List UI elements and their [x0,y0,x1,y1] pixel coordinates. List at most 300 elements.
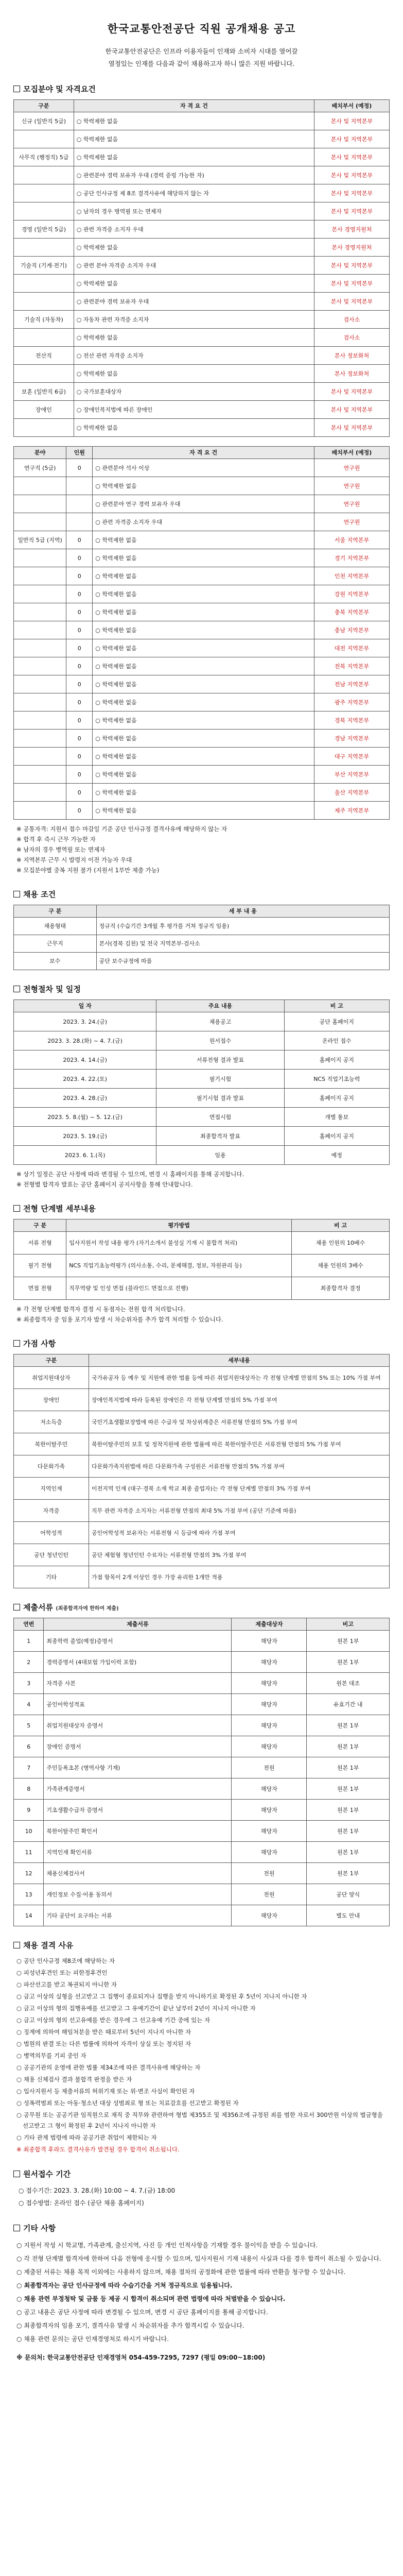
section-title: 기타 사항 [23,2224,56,2233]
note-line: ※ 상기 일정은 공단 사정에 따라 변경될 수 있으며, 변경 시 홈페이지를 통해 공지합니다. [16,1171,244,1178]
table-row [14,130,390,148]
table-row [14,1800,390,1821]
note-line: ※ 최종합격자 중 임용 포기자 발생 시 차순위자를 추가 합격 처리할 수 있습니다. [16,1316,223,1323]
table-cell [14,184,74,202]
recruit-table [13,99,390,437]
table-cell: 가족관계증명서 [44,1778,232,1800]
table-row [14,1544,390,1566]
table-cell: 7 [14,1757,44,1778]
table-cell: 공단 청년인턴 [14,1544,89,1566]
col-header: 주요 내용 [156,1000,284,1012]
table-cell: 해당자 [232,1673,307,1694]
table-row [14,748,390,766]
checkbox-icon [13,986,20,992]
table-cell: ○ 자동차 관련 자격증 소지자 [74,311,314,329]
list-item: ○ 금고 이상의 형의 선고유예를 받은 경우에 그 선고유예 기간 중에 있는 자 [16,2016,211,2024]
section-title: 채용 결격 사유 [23,1941,74,1950]
table-row [14,166,390,184]
stage-table [13,1219,390,1300]
list-item: ○ 최종합격자의 임용 포기, 결격사유 발생 시 차순위자를 추가 합격시킬 수 있습니다. [16,2322,244,2329]
table-cell: 2023. 3. 28.(화) ~ 4. 7.(금) [14,1031,156,1050]
table-cell: 본사 및 지역본부 [314,184,389,202]
table-row [14,1736,390,1757]
table-cell: 10 [14,1821,44,1842]
table-row [14,495,390,513]
table-row [14,257,390,275]
col-header: 비 고 [284,1000,389,1012]
table-cell: ○ 학력제한 없음 [74,419,314,437]
section-title: 가점 사항 [23,1339,56,1348]
table-cell: ○ 학력제한 없음 [93,549,314,567]
table-cell: 0 [66,675,93,693]
table-row [14,1031,390,1050]
section-title: 채용 조건 [23,890,56,899]
table-cell: 유효기간 내 [307,1694,390,1715]
table-cell: 직무역량 및 인성 면접 (블라인드 면접으로 진행) [66,1277,292,1300]
intro-text [13,45,390,70]
list-item: ○ 병역의무를 기피 중인 자 [16,2052,86,2059]
list-item: ○ 법원의 판결 또는 다른 법률에 의하여 자격이 상실 또는 정지된 자 [16,2040,191,2047]
table-cell [14,293,74,311]
col-header: 구 분 [14,905,97,918]
list-item: ○ 파산선고를 받고 복권되지 아니한 자 [16,1981,117,1988]
table-cell: ○ 학력제한 없음 [93,621,314,639]
table-row [14,275,390,293]
table-cell [14,365,74,383]
list-item: ○ 채용 관련 문의는 공단 인재경영처로 하시기 바랍니다. [16,2335,169,2343]
table-cell [14,166,74,184]
table-cell: 1 [14,1631,44,1652]
list-item: ○ 공무원 또는 공공기관 임직원으로 재직 중 직무와 관련하여 형법 제355조 및 제356조에 규정된 죄를 범한 자로서 300만원 이상의 벌금형을 선고받고 그 형이 확정된 후 2년이 지나지 아니한 자 [16,2111,383,2129]
table-cell: 서류 전형 [14,1232,66,1255]
table-cell: 필기시험 결과 발표 [156,1089,284,1108]
table-row [14,1108,390,1127]
table-cell: ○ 관련 자격증 소지자 우대 [93,513,314,531]
section-title: 원서접수 기간 [23,2170,71,2179]
table-cell: ○ 학력제한 없음 [93,766,314,784]
list-item: ○ 피성년후견인 또는 피한정후견인 [16,1969,108,1976]
table-cell: 지역인재 확인서류 [44,1842,232,1863]
table-cell: 보수 [14,953,97,970]
table-cell: 0 [66,802,93,820]
table-row [14,531,390,549]
table-cell: 최종합격자 발표 [156,1127,284,1146]
table-cell: 근무지 [14,935,97,953]
table-cell: 전남 지역본부 [314,675,389,693]
table-cell: 0 [66,585,93,603]
table-cell: 원본 1부 [307,1821,390,1842]
contact-info: ※ 문의처: 한국교통안전공단 인재경영처 054-459-7295, 7297 (평일 09:00~18:00) [16,2354,266,2361]
table-row [14,784,390,802]
table-cell [14,657,66,675]
table-cell: 2 [14,1652,44,1673]
table-cell: 6 [14,1736,44,1757]
table-cell: 본사 및 지역본부 [314,112,389,130]
table-cell: 임용 [156,1146,284,1165]
col-header: 세부내용 [89,1354,390,1367]
intro-line: 한국교통안전공단은 인프라 이용자들이 인재와 소비자 시대를 열어갈 [105,47,298,55]
list-item: ○ 각 전형 단계별 합격자에 한하여 다음 전형에 응시할 수 있으며, 입사지원서 기재 내용이 사실과 다를 경우 합격이 취소될 수 있습니다. [16,2255,381,2262]
table-row [14,202,390,221]
table-cell: 연구원 [314,513,389,531]
table-cell: 12 [14,1863,44,1884]
table-row [14,1652,390,1673]
table-cell: 기술직 (기계·전기) [14,257,74,275]
table-cell [14,275,74,293]
checkbox-icon [13,1604,20,1611]
table-cell: 이전지역 인재 (대구·경북 소재 학교 최종 졸업자)는 각 전형 단계별 만점의 3% 가점 부여 [89,1478,390,1500]
table-cell: 부산 지역본부 [314,766,389,784]
table-cell: 해당자 [232,1694,307,1715]
table-row [14,1050,390,1070]
table-cell: ○ 관련 분야 자격증 소지자 우대 [74,257,314,275]
table-cell: 공인어학성적 보유자는 서류전형 시 등급에 따라 가점 부여 [89,1522,390,1544]
table-row [14,1757,390,1778]
table-cell: 전북 지역본부 [314,657,389,675]
checkbox-icon [13,2171,20,2177]
table-cell: 북한이탈주민 [14,1433,89,1455]
section-heading [13,83,390,94]
notes [16,824,390,875]
col-header: 배치부서 (예정) [314,447,389,459]
table-cell [14,693,66,711]
table-cell: ○ 학력제한 없음 [74,365,314,383]
intro-line: 열정있는 인재를 다음과 같이 채용하고자 하니 많은 지원 바랍니다. [108,60,295,67]
table-cell: 국가유공자 등 예우 및 지원에 관한 법률 등에 따른 취업지원대상자는 각 전형 단계별 만점의 5% 또는 10% 가점 부여 [89,1367,390,1389]
note-line: ※ 전형별 합격자 발표는 공단 홈페이지 공지사항을 통해 안내합니다. [16,1181,193,1188]
table-cell [14,419,74,437]
table-cell: 대전 지역본부 [314,639,389,657]
col-header: 세 부 내 용 [96,905,389,918]
table-cell: 경남 지역본부 [314,730,389,748]
table-row [14,1884,390,1905]
table-cell: 자격증 [14,1500,89,1522]
table-cell: 장애인 증명서 [44,1736,232,1757]
table-cell [14,675,66,693]
table-cell: 서류전형 결과 발표 [156,1050,284,1070]
table-row [14,1821,390,1842]
table-cell: 국민기초생활보장법에 따른 수급자 및 차상위계층은 서류전형 만점의 5% 가점 부여 [89,1411,390,1433]
list-item: ○ 최종합격자는 공단 인사규정에 따라 수습기간을 거쳐 정규직으로 임용됩니다. [16,2282,233,2289]
table-cell: 해당자 [232,1715,307,1736]
section-heading [13,2168,390,2179]
table-cell: NCS 직업기초능력평가 (의사소통, 수리, 문제해결, 정보, 자원관리 등) [66,1255,292,1277]
table-cell: 개인정보 수집·이용 동의서 [44,1884,232,1905]
table-cell: 예정 [284,1146,389,1165]
checkbox-icon [13,86,20,92]
table-cell: ○ 관련분야 경력 보유자 우대 [74,293,314,311]
table-cell: 원서접수 [156,1031,284,1050]
col-header: 제출대상자 [232,1618,307,1631]
table-row [14,549,390,567]
table-row [14,1389,390,1411]
table-cell: 해당자 [232,1652,307,1673]
table-cell: 보훈 (일반직 6급) [14,383,74,401]
table-cell: ○ 공단 인사규정 제 8조 결격사유에 해당하지 않는 자 [74,184,314,202]
section-heading [13,1203,390,1214]
table-cell: 장애인 [14,1389,89,1411]
table-cell: 기술직 (자동차) [14,311,74,329]
table-cell: 채용 인원의 10배수 [292,1232,390,1255]
table-cell: 본사 및 지역본부 [314,419,389,437]
table-cell: 0 [66,657,93,675]
section-note: (최종합격자에 한하여 제출) [56,1606,119,1612]
table-cell: 홈페이지 공지 [284,1089,389,1108]
table-cell: 8 [14,1778,44,1800]
table-cell: 11 [14,1842,44,1863]
table-cell: 9 [14,1800,44,1821]
table-row [14,383,390,401]
table-row [14,419,390,437]
table-cell: 전산직 [14,347,74,365]
table-cell: 공단 홈페이지 [284,1012,389,1031]
table-cell: 다문화가족지원법에 따른 다문화가족 구성원은 서류전형 만점의 5% 가점 부여 [89,1455,390,1478]
list-item: ○ 공고 내용은 공단 사정에 따라 변경될 수 있으며, 변경 시 공단 홈페이지를 통해 공지합니다. [16,2309,268,2316]
table-cell [14,639,66,657]
table-cell: 본사 및 지역본부 [314,401,389,419]
section-heading [13,1940,390,1951]
table-cell: 면접시험 [156,1108,284,1127]
table-row [14,766,390,784]
checkbox-icon [13,1942,20,1948]
table-cell: ○ 학력제한 없음 [93,693,314,711]
table-cell: 어학성적 [14,1522,89,1544]
col-header: 분야 [14,447,66,459]
table-cell: 서울 지역본부 [314,531,389,549]
table-cell: 최종합격자 결정 [292,1277,390,1300]
table-cell: 경북 지역본부 [314,711,389,730]
table-cell: 해당자 [232,1778,307,1800]
table-cell: 2023. 5. 8.(월) ~ 5. 12.(금) [14,1108,156,1127]
table-cell: ○ 관련분야 경력 보유자 우대 (경력 증빙 가능한 자) [74,166,314,184]
table-cell: 원본 1부 [307,1863,390,1884]
table-row [14,1842,390,1863]
table-cell: 해당자 [232,1821,307,1842]
table-cell: 0 [66,459,93,477]
table-cell [14,711,66,730]
table-cell: 0 [66,549,93,567]
table-cell: 채용신체검사서 [44,1863,232,1884]
table-cell [14,766,66,784]
table-cell [14,621,66,639]
table-row [14,1673,390,1694]
note-line: ※ 합격 후 즉시 근무 가능한 자 [16,836,96,843]
table-row [14,639,390,657]
table-cell: 원본 1부 [307,1652,390,1673]
table-cell: 본사 및 지역본부 [314,130,389,148]
table-row [14,184,390,202]
col-header: 제출서류 [44,1618,232,1631]
table-row [14,347,390,365]
application-period [19,2184,390,2209]
list-item: ○ 지원서 작성 시 학교명, 가족관계, 출신지역, 사진 등 개인 인적사항을 기재할 경우 불이익을 받을 수 있습니다. [16,2242,318,2249]
table-cell: 14 [14,1905,44,1926]
notes [16,1304,390,1325]
table-cell: 주민등록초본 (병역사항 기재) [44,1757,232,1778]
table-row [14,112,390,130]
table-cell: 원본 1부 [307,1800,390,1821]
table-row [14,675,390,693]
table-cell [14,239,74,257]
table-cell: 면접 전형 [14,1277,66,1300]
table-cell: 본사 정보화처 [314,365,389,383]
col-header: 자 격 요 건 [93,447,314,459]
table-cell: 취업지원대상자 [14,1367,89,1389]
list-item: ○ 채용 신체검사 결과 불합격 판정을 받은 자 [16,2076,132,2083]
page-title: 한국교통안전공단 직원 공개채용 공고 [107,23,296,35]
table-cell: ○ 학력제한 없음 [74,239,314,257]
table-cell: ○ 학력제한 없음 [93,477,314,495]
table-row [14,1255,390,1277]
table-cell: 2023. 4. 14.(금) [14,1050,156,1070]
table-cell: 본사 및 지역본부 [314,166,389,184]
table-row [14,621,390,639]
col-header: 비 고 [292,1219,390,1232]
table-cell: 원본 1부 [307,1778,390,1800]
table-cell [14,329,74,347]
table-cell: 사무직 (행정직) 5급 [14,148,74,166]
table-row [14,1478,390,1500]
table-cell: 검사소 [314,311,389,329]
table-cell: 취업지원대상자 증명서 [44,1715,232,1736]
schedule-table [13,999,390,1165]
table-cell: ○ 장애인복지법에 따른 장애인 [74,401,314,419]
table-cell: 13 [14,1884,44,1905]
table-cell: 제주 지역본부 [314,802,389,820]
table-row [14,459,390,477]
table-cell: 일반직 5급 (지역) [14,531,66,549]
list-item: ○ 성폭력범죄 또는 아동·청소년 대상 성범죄로 형 또는 치료감호를 선고받고 확정된 자 [16,2099,239,2107]
table-cell: 0 [66,711,93,730]
table-cell: ○ 학력제한 없음 [93,567,314,585]
col-header: 비고 [307,1618,390,1631]
table-cell: 본사 경영지원처 [314,221,389,239]
table-cell: ○ 학력제한 없음 [74,329,314,347]
table-cell: ○ 학력제한 없음 [93,784,314,802]
bonus-table [13,1354,390,1588]
table-cell: 연구원 [314,477,389,495]
table-cell: 2023. 4. 28.(금) [14,1089,156,1108]
table-row [14,730,390,748]
section-heading [13,984,390,994]
table-cell: 본사 및 지역본부 [314,148,389,166]
section-title: 모집분야 및 자격요건 [23,84,96,94]
table-cell: 3 [14,1673,44,1694]
table-row [14,1631,390,1652]
condition-table [13,905,390,970]
table-row [14,1522,390,1544]
table-row [14,148,390,166]
table-cell: 강원 지역본부 [314,585,389,603]
table-cell: 연구원 [314,495,389,513]
table-cell: 연구직 (5급) [14,459,66,477]
table-row [14,1905,390,1926]
table-cell: 0 [66,531,93,549]
table-cell: 장애인 [14,401,74,419]
table-cell: 자격증 사본 [44,1673,232,1694]
checkbox-icon [13,1340,20,1347]
list-item: ○ 채용 관련 부정청탁 및 금품 등 제공 시 합격이 취소되며 관련 법령에 따라 처벌받을 수 있습니다. [16,2295,286,2302]
table-cell: 전원 [232,1757,307,1778]
table-cell: 홈페이지 공지 [284,1050,389,1070]
list-item: ○ 접수방법: 온라인 접수 (공단 채용 홈페이지) [19,2199,144,2207]
col-header: 일 자 [14,1000,156,1012]
table-cell: ○ 학력제한 없음 [93,531,314,549]
table-cell: 홈페이지 공지 [284,1127,389,1146]
table-row [14,1411,390,1433]
table-cell [14,549,66,567]
table-cell: 기타 공단이 요구하는 서류 [44,1905,232,1926]
table-cell: ○ 국가보훈대상자 [74,383,314,401]
table-cell [14,477,66,495]
table-cell [14,748,66,766]
table-cell: ○ 학력제한 없음 [74,112,314,130]
table-row [14,567,390,585]
checkbox-icon [13,891,20,897]
table-cell: 본사 및 지역본부 [314,257,389,275]
table-cell: 신규 (일반직 5급) [14,112,74,130]
table-cell: ○ 남자의 경우 병역필 또는 면제자 [74,202,314,221]
recruit-table-2 [13,446,390,820]
table-cell: 필기 전형 [14,1255,66,1277]
table-row [14,1146,390,1165]
table-cell: 연구원 [314,459,389,477]
table-cell: 공단 보수규정에 따름 [96,953,389,970]
table-cell: 공단 체험형 청년인턴 수료자는 서류전형 만점의 3% 가점 부여 [89,1544,390,1566]
table-cell [14,567,66,585]
table-cell: NCS 직업기초능력 [284,1070,389,1089]
table-cell: 본사 및 지역본부 [314,275,389,293]
table-cell [14,802,66,820]
table-cell: 2023. 3. 24.(금) [14,1012,156,1031]
table-row [14,1778,390,1800]
table-cell: ○ 학력제한 없음 [74,130,314,148]
table-cell [66,477,93,495]
table-cell: 해당자 [232,1631,307,1652]
table-cell: 울산 지역본부 [314,784,389,802]
col-header: 평가방법 [66,1219,292,1232]
table-cell: 지역인재 [14,1478,89,1500]
table-cell: 기타 [14,1566,89,1588]
section-heading [13,2223,390,2233]
table-cell: 0 [66,748,93,766]
table-cell: 채용공고 [156,1012,284,1031]
table-cell: 온라인 접수 [284,1031,389,1050]
table-cell [14,495,66,513]
table-cell: ○ 관련분야 연구 경력 보유자 우대 [93,495,314,513]
section-title: 전형 단계별 세부내용 [23,1204,96,1213]
table-cell: 공인어학성적표 [44,1694,232,1715]
table-cell: 본사 및 지역본부 [314,202,389,221]
table-cell [66,513,93,531]
table-cell: 북한이탈주민의 보호 및 정착지원에 관한 법률에 따른 북한이탈주민은 서류전형 만점의 5% 가점 부여 [89,1433,390,1455]
other-notes [16,2239,390,2346]
table-cell [14,202,74,221]
col-header: 구분 [14,1354,89,1367]
table-cell: 해당자 [232,1905,307,1926]
section-title: 전형절차 및 일정 [23,985,81,994]
table-cell: 4 [14,1694,44,1715]
table-cell: ○ 학력제한 없음 [93,585,314,603]
table-cell: 기초생활수급자 증명서 [44,1800,232,1821]
section-heading [13,889,390,900]
table-cell: ○ 학력제한 없음 [93,639,314,657]
note-line: ※ 지역본부 근무 시 발령지 이전 가능자 우대 [16,856,132,863]
documents-table [13,1618,390,1926]
table-row [14,711,390,730]
table-row [14,693,390,711]
table-row [14,1277,390,1300]
